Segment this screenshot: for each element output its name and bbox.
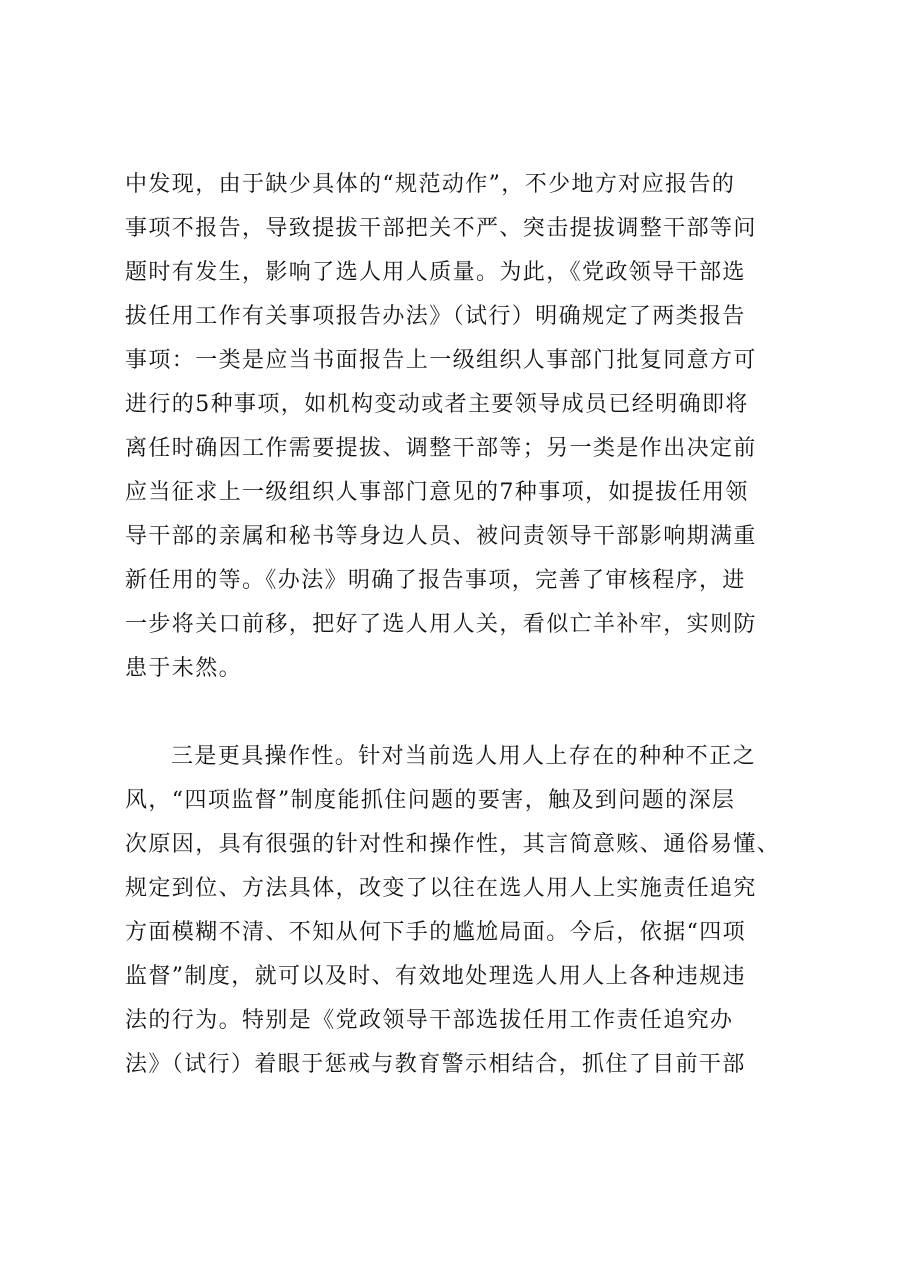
paragraph-first-line: 三是更具操作性。针对当前选人用人上存在的种种不正之	[171, 744, 757, 769]
text-line: 规定到位、方法具体，改变了以往在选人用人上实施责任追究	[125, 876, 757, 901]
text-line: 事项：一类是应当书面报告上一级组织人事部门批复同意方可	[125, 348, 757, 373]
text-line: 次原因，具有很强的针对性和操作性，其言简意赅、通俗易懂、	[125, 832, 781, 857]
text-line: 题时有发生，影响了选人用人质量。为此，《党政领导干部选	[125, 260, 746, 285]
text-line: 新任用的等。《办法》明确了报告事项，完善了审核程序，进	[125, 568, 746, 593]
text-line: 进行的5种事项，如机构变动或者主要领导成员已经明确即将	[125, 392, 749, 417]
text-line: 中发现，由于缺少具体的“规范动作”，不少地方对应报告的	[125, 172, 736, 197]
text-line: 离任时确因工作需要提拔、调整干部等；另一类是作出决定前	[125, 436, 757, 461]
text-line: 患于未然。	[125, 656, 243, 681]
text-line: 法》（试行）着眼于惩戒与教育警示相结合，抓住了目前干部	[125, 1052, 746, 1077]
text-line: 拔任用工作有关事项报告办法》（试行）明确规定了两类报告	[125, 304, 746, 329]
text-line: 应当征求上一级组织人事部门意见的7种事项，如提拔任用领	[125, 480, 749, 505]
text-line: 事项不报告，导致提拔干部把关不严、突击提拔调整干部等问	[125, 216, 757, 241]
text-line: 导干部的亲属和秘书等身边人员、被问责领导干部影响期满重	[125, 524, 757, 549]
text-line: 风，“四项监督”制度能抓住问题的要害，触及到问题的深层	[125, 788, 736, 813]
text-line: 监督”制度，就可以及时、有效地处理选人用人上各种违规违	[125, 964, 747, 989]
text-line: 一步将关口前移，把好了选人用人关，看似亡羊补牢，实则防	[125, 612, 757, 637]
text-line: 方面模糊不清、不知从何下手的尴尬局面。今后，依据“四项	[125, 920, 747, 945]
text-line: 法的行为。特别是《党政领导干部选拔任用工作责任追究办	[125, 1008, 734, 1033]
